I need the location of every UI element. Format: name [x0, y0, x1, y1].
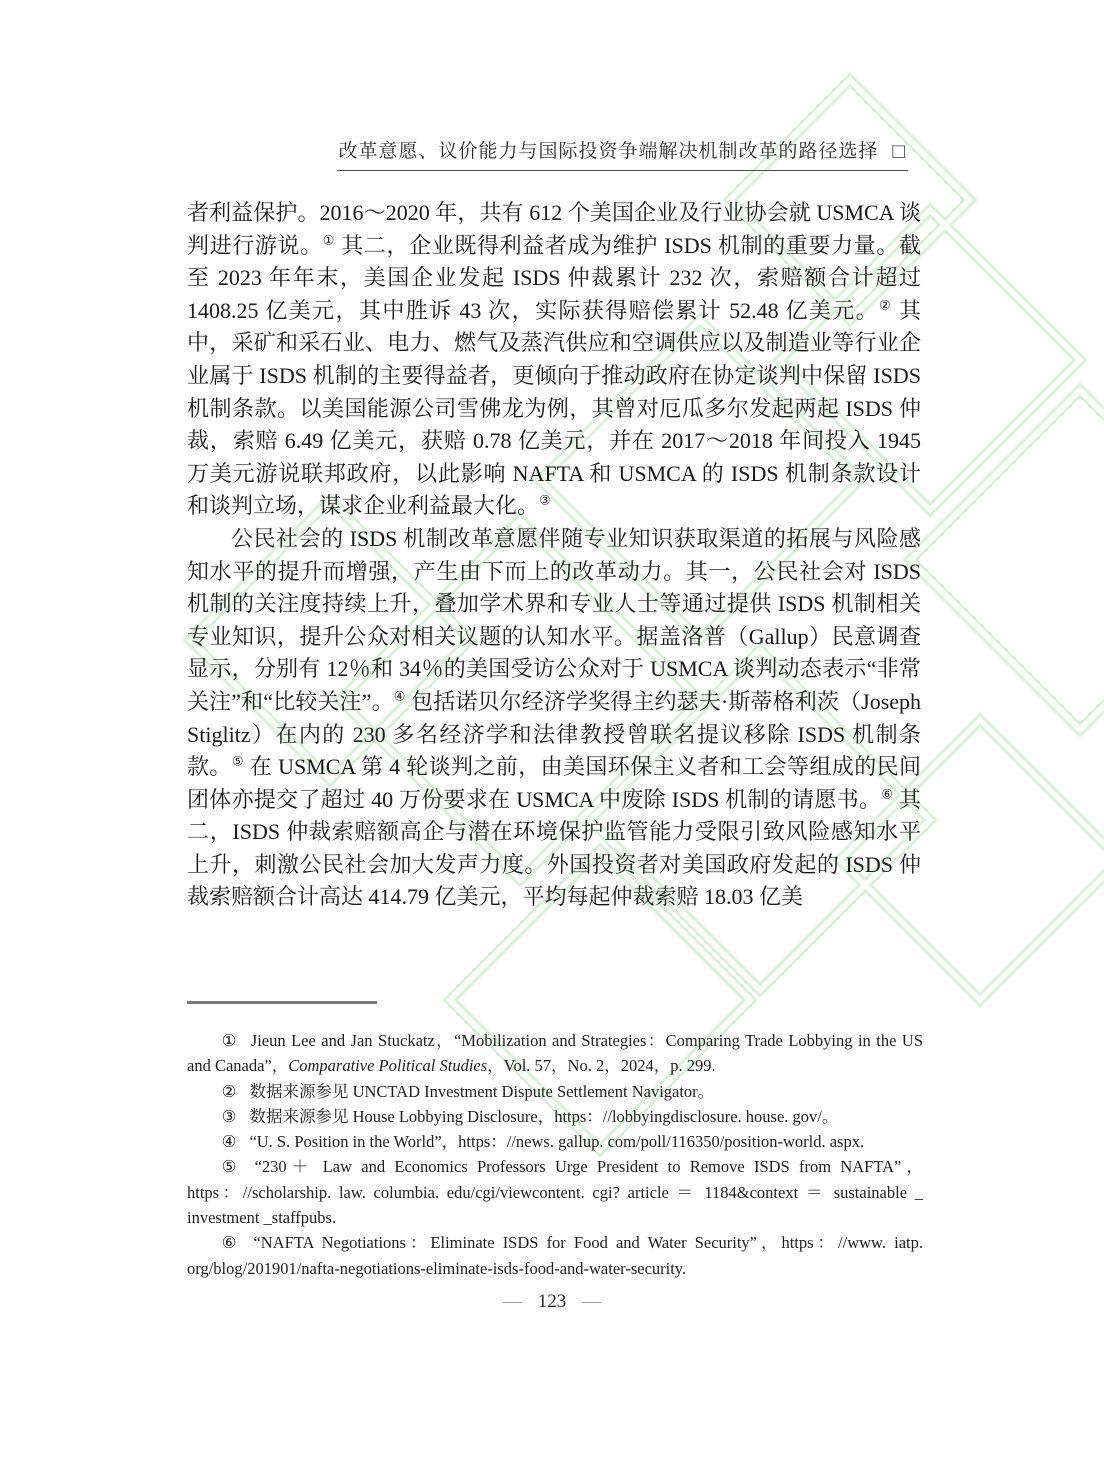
footnote-marker: ①: [221, 1031, 238, 1050]
footnote-text: 数据来源参见 House Lobbying Disclosure，https：//lobbyingdisclosure. house. gov/。: [249, 1106, 839, 1126]
footnote-separator-rule: [187, 1001, 377, 1004]
footnote-item: [187, 1154, 923, 1230]
footnote-text: 数据来源参见 UNCTAD Investment Dispute Settlement Navigator。: [249, 1081, 715, 1101]
body-paragraph: 者利益保护。2016～2020 年，共有 612 个美国企业及行业协会就 USMCA 谈判进行游说。① 其二，企业既得利益者成为维护 ISDS 机制的重要力量。截至 2023 年年末，美国企业发起 ISDS 仲裁累计 232 次，索赔额合计超过 1408.25 亿美元，其中胜诉 43 次，实际获得赔偿累计 52.48 亿美元。② 其中，采矿和采石业、电力、燃气及蒸汽供应和空调供应以及制造业等行业企业属于 ISDS 机制的主要得益者，更倾向于推动政府在协定谈判中保留 ISDS 机制条款。以美国能源公司雪佛龙为例，其曾对厄瓜多尔发起两起 ISDS 仲裁，索赔 6.49 亿美元，获赔 0.78 亿美元，并在 2017～2018 年间投入 1945 万美元游说联邦政府，以此影响 NAFTA 和 USMCA 的 ISDS 机制条款设计和谈判立场，谋求企业利益最大化。③: [187, 200, 921, 519]
footnote-text: “U. S. Position in the World”，https：//news. gallup. com/poll/116350/position-world. aspx.: [249, 1132, 865, 1152]
header-box-icon: □: [892, 139, 906, 163]
footnote-marker: ②: [221, 1081, 237, 1101]
running-header-underline: [337, 136, 908, 171]
footnote-item: [187, 1104, 923, 1129]
page-number: 123: [537, 1291, 567, 1312]
footnote-marker: ④: [221, 1132, 237, 1152]
running-header: [0, 136, 908, 171]
article-body: [187, 197, 921, 914]
footnote-item: [187, 1079, 923, 1104]
footnote-text: Jieun Lee and Jan Stuckatz，“Mobilization and Strategies：Comparing Trade Lobbying in the US and Canada”，Comparative Political Studies，Vol. 57，No. 2，2024，p. 299.: [187, 1031, 923, 1076]
page-footer: [0, 1291, 1104, 1313]
footer-dash-left: —: [502, 1291, 522, 1312]
footnotes-section: [187, 1001, 923, 1281]
footnote-marker: ⑤: [221, 1157, 242, 1177]
footer-dash-right: —: [582, 1291, 602, 1312]
footnote-marker: ⑥: [221, 1233, 241, 1253]
footnote-text: “230＋ Law and Economics Professors Urge President to Remove ISDS from NAFTA”，https：//scholarship. law. columbia. edu/cgi/viewcontent. cgi? article ＝ 1184&context ＝ sustainable _ investment _staffpubs.: [187, 1157, 923, 1228]
body-paragraph: 公民社会的 ISDS 机制改革意愿伴随专业知识获取渠道的拓展与风险感知水平的提升而增强，产生由下而上的改革动力。其一，公民社会对 ISDS 机制的关注度持续上升，叠加学术界和专业人士等通过提供 ISDS 机制相关专业知识，提升公众对相关议题的认知水平。据盖洛普（Gallup）民意调查显示，分别有 12％和 34％的美国受访公众对于 USMCA 谈判动态表示“非常关注”和“比较关注”。④ 包括诺贝尔经济学奖得主约瑟夫·斯蒂格利茨（Joseph Stiglitz）在内的 230 多名经济学和法律教授曾联名提议移除 ISDS 机制条款。⑤ 在 USMCA 第 4 轮谈判之前，由美国环保主义者和工会等组成的民间团体亦提交了超过 40 万份要求在 USMCA 中废除 ISDS 机制的请愿书。⑥ 其二，ISDS 仲裁索赔额高企与潜在环境保护监管能力受限引致风险感知水平上升，刺激公民社会加大发声力度。外国投资者对美国政府发起的 ISDS 仲裁索赔额合计高达 414.79 亿美元，平均每起仲裁索赔 18.03 亿美: [187, 525, 922, 910]
footnote-item: [187, 1230, 923, 1281]
footnote-item: [187, 1129, 923, 1154]
running-header-title: 改革意愿、议价能力与国际投资争端解决机制改革的路径选择: [338, 141, 879, 162]
footnote-marker: ③: [221, 1106, 237, 1126]
footnote-item: [187, 1028, 923, 1079]
footnote-text: “NAFTA Negotiations：Eliminate ISDS for Food and Water Security”，https：//www. iatp. org/blog/201901/nafta-negotiations-eliminate-isds-food-and-water-security.: [187, 1233, 923, 1278]
